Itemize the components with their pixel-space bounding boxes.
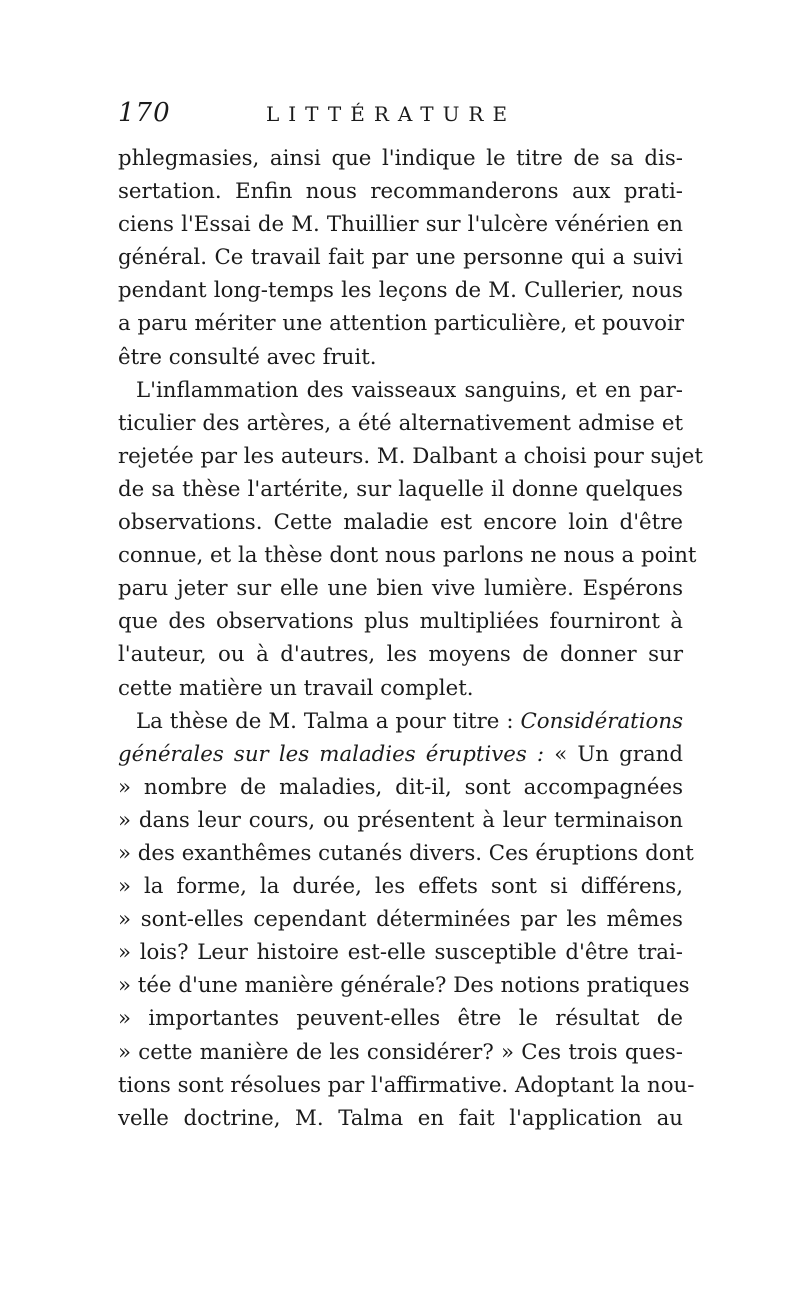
quoted-line: » dans leur cours, ou présentent à leur terminaison bbox=[118, 807, 683, 833]
text-line: ticulier des artères, a été alternativement admise et bbox=[118, 410, 683, 436]
text-segment: La thèse de M. Talma a pour titre : bbox=[136, 708, 514, 734]
quoted-line: » lois? Leur histoire est-elle susceptible d'être trai- bbox=[118, 940, 683, 966]
quoted-line: » nombre de maladies, dit-il, sont accompagnées bbox=[118, 774, 683, 800]
text-segment: « Un grand bbox=[554, 741, 683, 767]
text-line: phlegmasies, ainsi que l'indique le titre de sa dis- bbox=[118, 146, 683, 171]
text-line: que des observations plus multipliées fourniront à bbox=[118, 609, 683, 635]
text-line-with-title bbox=[118, 738, 683, 771]
text-line: être consulté avec fruit. bbox=[118, 344, 377, 370]
text-line: sertation. Enfin nous recommanderons aux prati- bbox=[118, 179, 683, 205]
text-line: tions sont résolues par l'affirmative. Adoptant la nou- bbox=[118, 1072, 695, 1098]
quoted-line: » la forme, la durée, les effets sont si différens, bbox=[118, 874, 683, 900]
text-line: paru jeter sur elle une bien vive lumière. Espérons bbox=[118, 576, 683, 602]
text-line: L'inflammation des vaisseaux sanguins, et en par- bbox=[136, 377, 683, 403]
running-title: LITTÉRATURE bbox=[266, 102, 517, 126]
text-line: observations. Cette maladie est encore loin d'être bbox=[118, 510, 683, 536]
quoted-line: » cette manière de les considérer? » Ces trois ques- bbox=[118, 1039, 683, 1065]
body-text bbox=[118, 142, 703, 1135]
text-line: général. Ce travail fait par une personne qui a suivi bbox=[118, 245, 683, 271]
thesis-title-segment: Considérations bbox=[520, 708, 683, 734]
thesis-title-segment: générales sur les maladies éruptives : bbox=[118, 741, 545, 767]
quoted-line: » des exanthêmes cutanés divers. Ces éruptions dont bbox=[118, 840, 694, 866]
text-line: l'auteur, ou à d'autres, les moyens de donner sur bbox=[118, 642, 683, 668]
text-line: connue, et la thèse dont nous parlons ne nous a point bbox=[118, 543, 697, 569]
text-line: ciens l'Essai de M. Thuillier sur l'ulcère vénérien en bbox=[118, 212, 683, 238]
quoted-line: » tée d'une manière générale? Des notions pratiques bbox=[118, 973, 690, 999]
text-line: cette matière un travail complet. bbox=[118, 675, 474, 701]
text-line: rejetée par les auteurs. M. Dalbant a choisi pour sujet bbox=[118, 443, 703, 469]
quoted-line: » sont-elles cependant déterminées par les mêmes bbox=[118, 907, 683, 933]
page-header bbox=[118, 98, 682, 138]
quoted-line: » importantes peuvent-elles être le résultat de bbox=[118, 1006, 683, 1032]
text-line: velle doctrine, M. Talma en fait l'application au bbox=[118, 1105, 683, 1131]
text-line: de sa thèse l'artérite, sur laquelle il donne quelques bbox=[118, 476, 683, 502]
text-line: a paru mériter une attention particulière, et pouvoir bbox=[118, 311, 685, 337]
text-line-with-title bbox=[118, 705, 683, 738]
page-number: 170 bbox=[118, 98, 171, 128]
text-line: pendant long-temps les leçons de M. Cullerier, nous bbox=[118, 278, 683, 304]
